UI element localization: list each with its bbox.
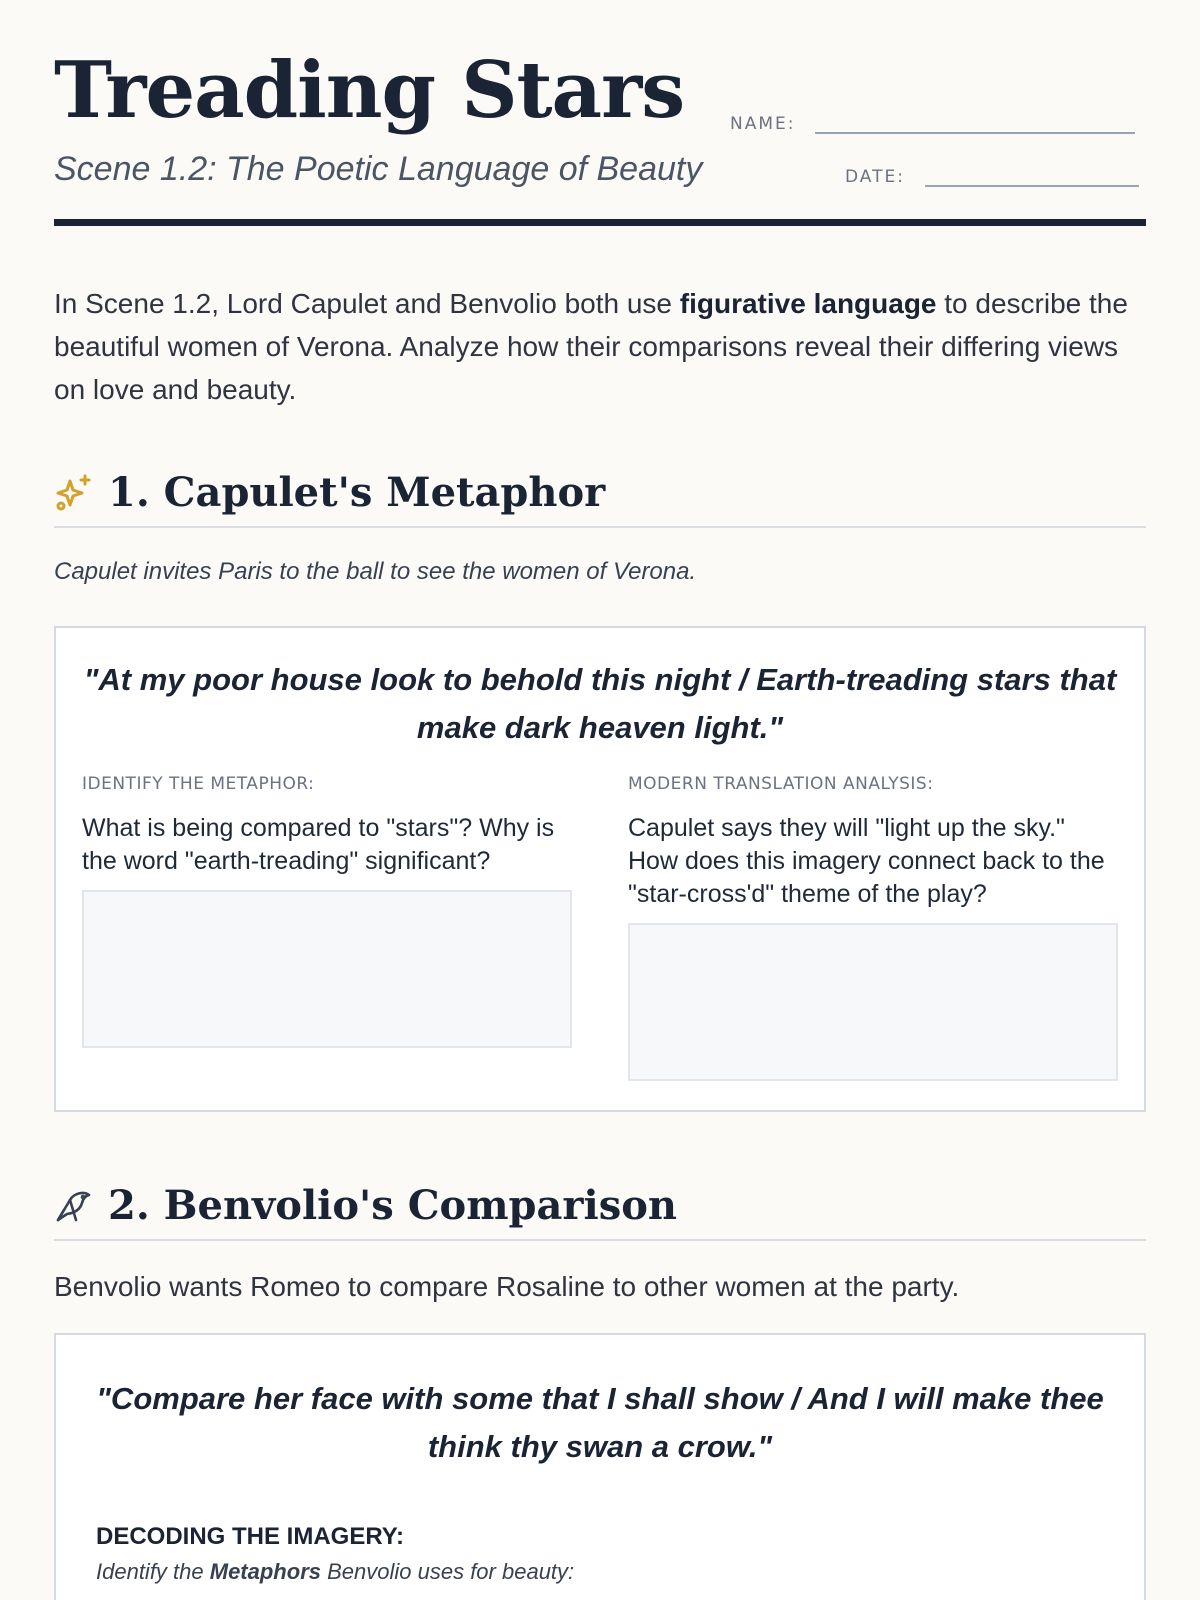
question-text: What is being compared to "stars"? Why is the word "earth-treading" significant?	[82, 814, 555, 875]
quote-text: "At my poor house look to behold this night / Earth-treading stars that make dark heaven light."	[83, 662, 1117, 745]
decode-bold-term: Metaphors	[209, 1559, 321, 1584]
question-right	[628, 774, 1118, 1081]
decode-heading: DECODING THE IMAGERY:	[96, 1523, 405, 1550]
question-columns	[82, 774, 1118, 1081]
section-context: Benvolio wants Romeo to compare Rosaline to other women at the party.	[54, 1271, 960, 1302]
intro-paragraph	[54, 282, 1146, 411]
quote-text: "Compare her face with some that I shall show / And I will make thee think thy swan a crow."	[96, 1381, 1104, 1464]
section-benvolio	[54, 1182, 1146, 1600]
header-divider	[54, 219, 1146, 226]
section-context: Capulet invites Paris to the ball to see the women of Verona.	[54, 558, 697, 585]
section-capulet	[54, 469, 1146, 1112]
intro-bold-term: figurative language	[679, 288, 937, 319]
bird-icon	[54, 1186, 94, 1226]
question-label: IDENTIFY THE METAPHOR:	[82, 774, 315, 794]
question-text: Capulet says they will "light up the sky." How does this imagery connect back to the "star-cross'd" theme of the play?	[628, 814, 1105, 908]
decode-text-start: Identify the	[96, 1559, 210, 1584]
page-subtitle: Scene 1.2: The Poetic Language of Beauty	[54, 150, 703, 188]
date-label: DATE:	[845, 167, 905, 187]
name-line[interactable]	[815, 132, 1135, 134]
question-left	[82, 774, 572, 1081]
quote-card	[54, 626, 1146, 1112]
section-header	[54, 469, 1146, 528]
page-title: Treading Stars	[54, 45, 685, 136]
intro-text-start: In Scene 1.2, Lord Capulet and Benvolio both use	[54, 288, 680, 319]
sparkles-icon	[54, 473, 94, 513]
answer-box[interactable]	[82, 890, 572, 1048]
date-line[interactable]	[925, 185, 1139, 187]
decode-text-end: Benvolio uses for beauty:	[321, 1559, 575, 1584]
name-label: NAME:	[730, 114, 796, 134]
answer-box[interactable]	[628, 923, 1118, 1081]
intro-text-end: to describe the beautiful women of Verona. Analyze how their comparisons reveal their differing views on love and beauty.	[54, 288, 1128, 405]
date-field[interactable]	[845, 167, 1139, 187]
question-label: MODERN TRANSLATION ANALYSIS:	[628, 774, 934, 794]
quote-card	[54, 1333, 1146, 1600]
section-header	[54, 1182, 1146, 1241]
section-title: 1. Capulet's Metaphor	[108, 469, 606, 516]
section-title: 2. Benvolio's Comparison	[108, 1182, 677, 1229]
name-field[interactable]	[730, 114, 1135, 134]
worksheet-header	[54, 0, 1146, 230]
decode-instructions	[96, 1559, 1118, 1585]
